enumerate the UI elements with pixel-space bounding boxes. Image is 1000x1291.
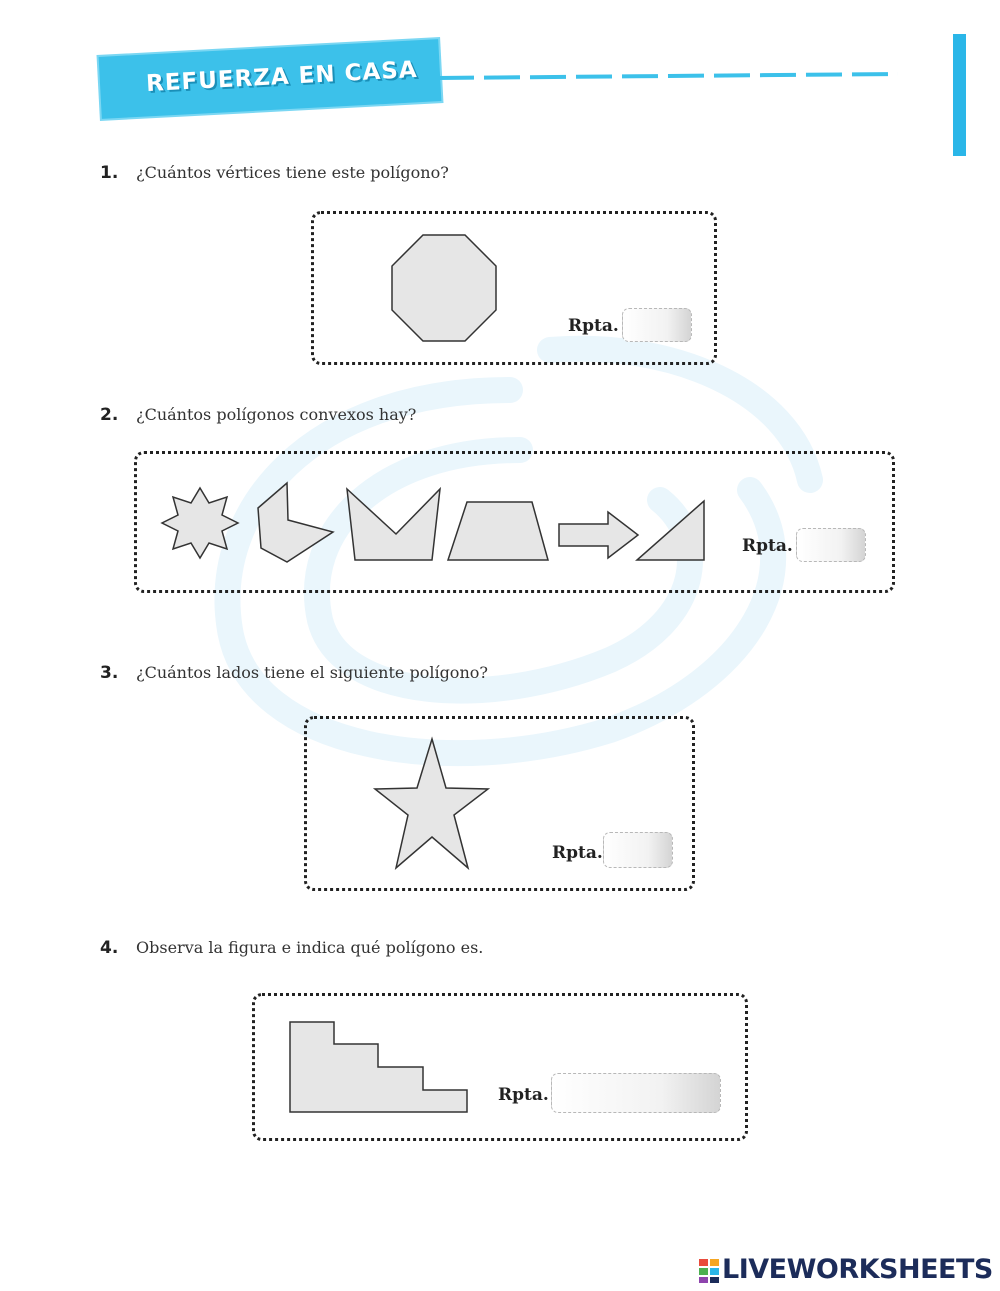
question-4-text: Observa la figura e indica qué polígono es. [136, 938, 484, 957]
arrow-shape [559, 512, 638, 558]
question-4-rpta-label: Rpta. [498, 1085, 549, 1105]
question-4-answer-box[interactable] [551, 1073, 721, 1113]
footer-brand[interactable]: LIVEWORKSHEETS [722, 1254, 993, 1285]
concave-m-shape [347, 489, 440, 560]
question-3-answer-box[interactable] [603, 832, 673, 868]
staircase-polygon-shape [288, 1020, 470, 1114]
question-2-number: 2. [100, 405, 119, 425]
question-1-rpta-label: Rpta. [568, 316, 619, 336]
question-2-answer-box[interactable] [796, 528, 866, 562]
trapezoid-shape [448, 502, 548, 560]
question-2-shapes [150, 478, 720, 570]
question-3-number: 3. [100, 663, 119, 683]
question-2-text: ¿Cuántos polígonos convexos hay? [136, 405, 417, 424]
question-1-number: 1. [100, 163, 119, 183]
question-2-rpta-label: Rpta. [742, 536, 793, 556]
question-4-number: 4. [100, 938, 119, 958]
concave-pentagon-shape [258, 483, 333, 562]
question-3-text: ¿Cuántos lados tiene el siguiente polígono? [136, 663, 488, 682]
question-3-rpta-label: Rpta. [552, 843, 603, 863]
question-1-answer-box[interactable] [622, 308, 692, 342]
right-triangle-shape [637, 501, 704, 560]
five-point-star-shape [372, 736, 492, 870]
liveworksheets-logo-icon [698, 1258, 720, 1284]
side-accent-bar [953, 34, 966, 156]
banner-title: REFUERZA EN CASA [145, 56, 419, 98]
header-dashed-line [438, 72, 898, 80]
question-1-text: ¿Cuántos vértices tiene este polígono? [136, 163, 449, 182]
octagon-shape [388, 233, 500, 345]
eight-point-star-shape [162, 488, 238, 558]
